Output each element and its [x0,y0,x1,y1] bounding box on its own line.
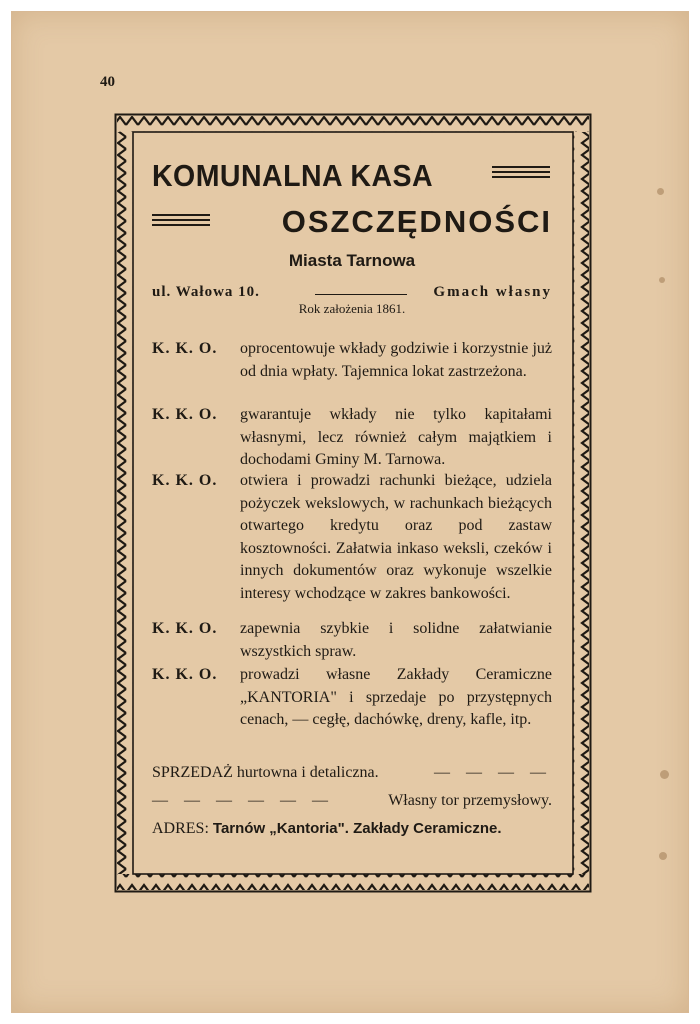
track-dashes: — — — — — — [152,792,334,809]
kko-abbreviation: K. K. O. [152,406,218,423]
entry-text: oprocentowuje wkłady godziwie i korzystnie już od dnia wpłaty. Tajemnica lokat zastrzeżona. [240,340,552,380]
sales-dashes: — — — — [434,764,552,781]
address-line [152,820,552,838]
entry-text: gwarantuje wkłady nie tylko kapitałami własnymi, lecz również całym majątkiem i dochodami Gminy M. Tarnowa. [240,406,552,468]
kko-abbreviation: K. K. O. [152,620,218,637]
paper-stain [657,188,664,195]
page-number: 40 [100,74,115,90]
decorative-bars-right [492,166,550,182]
entry-text: prowadzi własne Zakłady Ceramiczne „KANTORIA" i sprzedaje po przystępnych cenach, — cegłę, dachówkę, dreny, kafle, itp. [240,666,552,728]
kko-abbreviation: K. K. O. [152,340,218,357]
kko-abbreviation: K. K. O. [152,472,218,489]
decorative-bars-left [152,214,210,230]
building-note: Gmach własny [433,284,552,300]
list-item [152,470,552,605]
entry-text: otwiera i prowadzi rachunki bieżące, udziela pożyczek wekslowych, w rachunkach bieżących otwartego kredytu oraz pod zastaw kosztowności. Załatwia inkaso weksli, czeków i innych dokumentów oraz wykonuje wszelkie interesy wchodzące w zakres bankowości. [240,472,552,602]
entry-text: zapewnia szybkie i solidne załatwianie wszystkich spraw. [240,620,552,660]
list-item [152,618,552,663]
track-text: Własny tor przemysłowy. [388,792,552,809]
paper-stain [660,770,669,779]
sales-line [152,764,552,782]
paper-stain [659,852,667,860]
title-line-2: OSZCZĘDNOŚCI [281,204,552,239]
address-divider [315,294,407,295]
list-item [152,338,552,383]
title-line-1: KOMUNALNA KASA [152,158,434,193]
track-line [152,792,552,810]
subtitle: Miasta Tarnowa [288,251,416,270]
list-item [152,664,552,732]
paper-stain [659,277,665,283]
list-item [152,404,552,472]
address-value: Tarnów „Kantoria". Zakłady Ceramiczne. [212,820,502,837]
address-label: ADRES: [152,820,209,837]
street-address: ul. Wałowa 10. [152,284,260,300]
kko-abbreviation: K. K. O. [152,666,218,683]
sales-text: SPRZEDAŻ hurtowna i detaliczna. [152,764,379,781]
founded-note: Rok założenia 1861. [298,301,406,316]
